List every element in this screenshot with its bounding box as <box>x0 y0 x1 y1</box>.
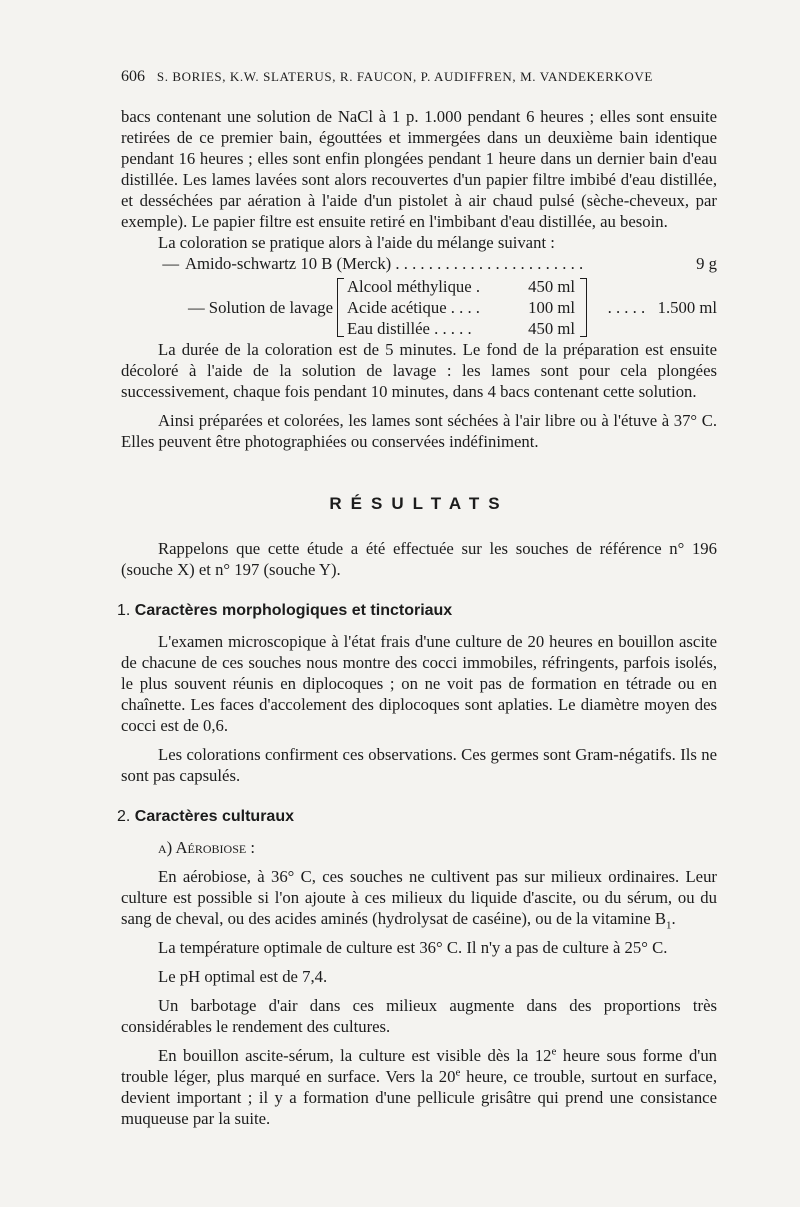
recipe-line-solution <box>121 276 717 339</box>
recipe-line-amido <box>121 253 717 274</box>
paragraph-aeration: Un barbotage d'air dans ces milieux augmente dans des proportions très considérables le rendement des cultures. <box>121 996 717 1036</box>
recipe-solution-total: . . . . . 1.500 ml <box>607 298 717 317</box>
recipe-dash: — <box>162 254 179 273</box>
ingredient-row <box>347 318 575 339</box>
subheading-morphology <box>117 600 717 621</box>
text-run: En bouillon ascite-sérum, la culture est visible dès la 12 <box>158 1046 552 1065</box>
page-number: 606 <box>121 68 145 85</box>
ingredient-name: Acide acétique . . . . <box>347 298 480 317</box>
paragraph-coloration-intro: La coloration se pratique alors à l'aide du mélange suivant : <box>158 233 555 252</box>
text-run: . <box>671 909 676 928</box>
subheading-title: Caractères culturaux <box>134 808 294 825</box>
text-superscript: e <box>455 1066 461 1079</box>
paragraph-washing: bacs contenant une solution de NaCl à 1 p. 1.000 pendant 6 heures ; elles sont ensuite retirées de ce premier bain, égouttées et immergées dans un deuxième bain identique pendant 16 heures ; elles sont enfin plongées pendant 1 heure dans un dernier bain d'eau distillée. Les lames lavées sont alors recouvertes d'un papier filtre imbibé d'eau distillée, et desséchées par aération à l'aide d'un pistolet à air chaud pulsé (sèche-cheveux, par exemple). Le papier filtre est ensuite retiré en l'imbibant d'eau distillée, au besoin. <box>121 107 717 231</box>
ingredient-row <box>347 297 575 318</box>
text-run: En aérobiose, à 36° C, ces souches ne cultivent pas sur milieux ordinaires. Leur culture est possible si l'on ajoute à ces milieux du liquide d'ascite, ou du sérum, ou du sang de cheval, ou des acides aminés (hydrolysat de caséine), ou de la vitamine B <box>121 867 717 928</box>
paragraph-microscopy: L'examen microscopique à l'état frais d'une culture de 20 heures en bouillon ascite de chacune de ces souches nous montre des cocci immobiles, réfringents, parfois isolés, le plus souvent réunis en diplocoques ; on ne voit pas de formation en tétrade ou en chaînette. Les faces d'accolement des diplocoques sont aplaties. Le diamètre moyen des cocci est de 0,6. <box>121 632 717 735</box>
text-run: heure sous forme d'un trouble léger, plus marqué en surface. Vers la 20 <box>121 1046 718 1086</box>
recipe-amido-name: Amido-schwartz 10 B (Merck) . . . . . . . . . . . . . . . . . . . . . . . <box>185 254 584 273</box>
ingredient-name: Alcool méthylique . <box>347 277 481 296</box>
text-run: heure, ce trouble, surtout en surface, devient important ; il y a formation d'une pellicule grisâtre qui prend une consistance muqueuse par la suite. <box>121 1067 717 1128</box>
ingredient-row <box>347 276 575 297</box>
section-title-results: RÉSULTATS <box>329 494 509 513</box>
subsection-aerobiose: a) Aérobiose : <box>158 838 256 857</box>
subheading-culture <box>117 806 717 827</box>
paragraph-coloration-duration: La durée de la coloration est de 5 minutes. Le fond de la préparation est ensuite décoloré à l'aide de la solution de lavage : les lames sont pour cela plongées successivement, chaque fois pendant 10 minutes, dans 4 bacs contenant cette solution. <box>121 340 717 401</box>
running-head <box>121 68 717 86</box>
subheading-title: Caractères morphologiques et tinctoriaux <box>134 602 453 619</box>
paragraph-temperature: La température optimale de culture est 36° C. Il n'y a pas de culture à 25° C. <box>158 938 668 957</box>
ingredient-qty: 450 ml <box>528 319 575 338</box>
paragraph-results-intro: Rappelons que cette étude a été effectuée sur les souches de référence n° 196 (souche X) et n° 197 (souche Y). <box>121 539 717 579</box>
paragraph-drying: Ainsi préparées et colorées, les lames sont séchées à l'air libre ou à l'étuve à 37° C. Elles peuvent être photographiées ou conservées indéfiniment. <box>121 411 717 451</box>
recipe-ingredients-bracket <box>337 276 587 339</box>
page-body <box>117 68 718 1129</box>
subheading-number: 1. <box>117 602 131 619</box>
recipe-amido-value: 9 g <box>696 254 717 273</box>
paragraph-ph: Le pH optimal est de 7,4. <box>158 967 328 986</box>
paragraph-stains: Les colorations confirment ces observations. Ces germes sont Gram-négatifs. Ils ne sont pas capsulés. <box>121 745 717 785</box>
text-superscript: e <box>551 1045 557 1058</box>
ingredient-qty: 100 ml <box>528 298 575 317</box>
text-subscript: 1 <box>665 919 672 932</box>
recipe-solution-label: — Solution de lavage <box>187 298 333 317</box>
paragraph-broth <box>121 1045 717 1129</box>
authors-header: S. BORIES, K.W. SLATERUS, R. FAUCON, P. AUDIFFREN, M. VANDEKERKOVE <box>156 69 653 84</box>
ingredient-name: Eau distillée . . . . . <box>347 319 472 338</box>
subheading-number: 2. <box>117 808 131 825</box>
ingredient-qty: 450 ml <box>528 277 575 296</box>
paragraph-aerobiose <box>121 866 717 932</box>
